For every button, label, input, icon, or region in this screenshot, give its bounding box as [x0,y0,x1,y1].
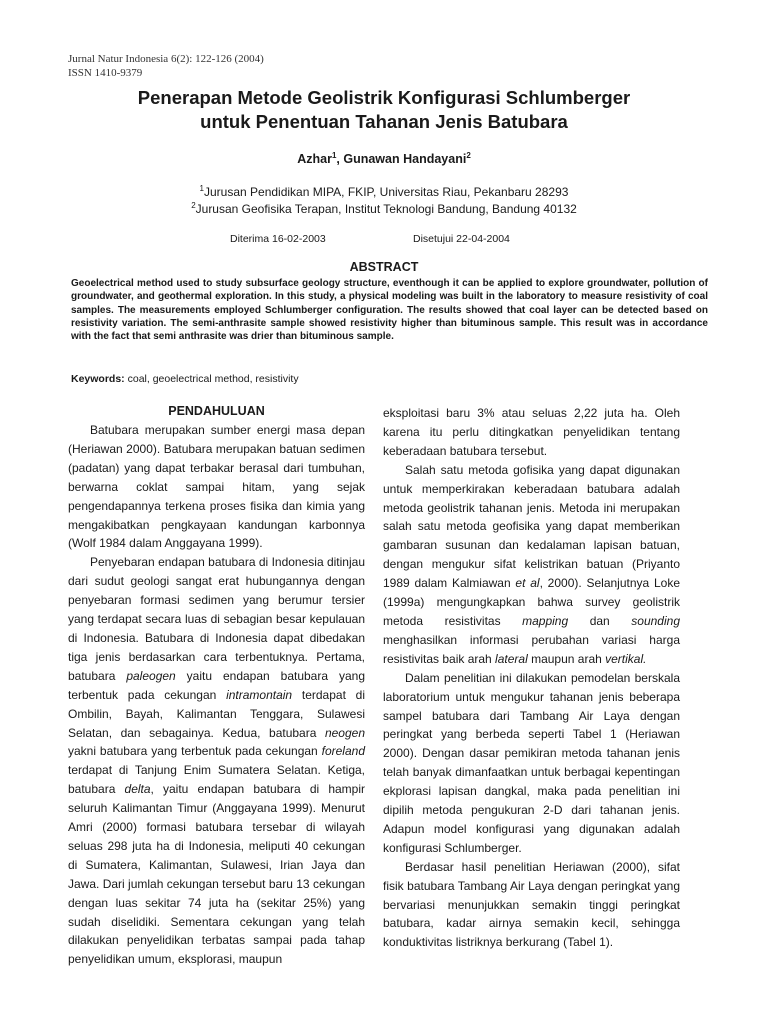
italic-term: lateral [495,651,528,666]
text-run: yaitu endapan batubara yang terbentuk pada cekungan [68,668,365,702]
affiliation-1 [0,184,768,201]
text-run: menghasilkan informasi perubahan variasi harga resistivitas baik arah [383,632,680,666]
italic-term: foreland [321,744,365,759]
keywords-label: Keywords: [71,373,125,385]
paragraph-3: eksploitasi baru 3% atau seluas 2,22 juta ha. Oleh karena itu perlu ditingkatkan penyelidikan tentang keberadaan batubara tersebut. [383,406,680,458]
received-date: Diterima 16-02-2003 [230,233,326,245]
keywords-text: coal, geoelectrical method, resistivity [124,373,299,385]
text-run: maupun arah [527,651,606,666]
paragraph-4 [383,461,680,669]
author-1-affil-mark: 1 [331,150,337,160]
text-run: yakni batubara yang terbentuk pada cekungan [68,744,322,759]
abstract-heading: ABSTRACT [349,260,419,274]
text-run: terdapat di Ombilin, Bayah, Kalimantan Tenggara, Sulawesi Selatan, dan sebagainya. Kedua, batubara [68,687,366,740]
paragraph-1: Batubara merupakan sumber energi masa depan (Heriawan 2000). Batubara merupakan batuan sedimen (padatan) yang dapat terbakar berasal dari tumbuhan, berwarna coklat sampai hitam, yang sejak pengendapannya terkena proses fisika dan kimia yang mengakibatkan pengkayaan kandungan karbonnya (Wolf 1984 dalam Anggayana 1999). [68,423,365,551]
italic-term: neogen [324,725,365,740]
keywords [71,373,299,385]
italic-term: paleogen [126,668,176,683]
paragraph-2 [68,553,365,969]
paragraph-5: Dalam penelitian ini dilakukan pemodelan berskala laboratorium untuk mengukur tahanan jenis beberapa sampel batubara dari Tambang Air Laya dengan peringkat yang berbeda seperti Tabel 1 (Heriawan 2000). Dengan dasar pemikiran metoda tahanan jenis telah banyak dimanfaatkan untuk berbagai kepentingan ekplorasi lapisan dangkal, maka pada penelitian ini dipilih metoda pengukuran 2-D dari tahanan jenis. Adapun model konfigurasi yang digunakan adalah konfigurasi Schlumberger. [383,670,680,855]
author-2-affil-mark: 2 [466,150,471,160]
journal-header [68,52,264,80]
journal-issn: ISSN 1410-9379 [68,67,143,79]
section-heading: PENDAHULUAN [168,404,265,418]
italic-term: intramontain [226,687,293,702]
text-run: terdapat di Tanjung Enim Sumatera Selatan. Ketiga, batubara [68,763,365,797]
author-separator: , [336,152,344,166]
right-column [383,404,680,952]
text-run: dan [568,613,632,628]
accepted-date: Disetujui 22-04-2004 [413,233,510,245]
affiliation-1-text: Jurusan Pendidikan MIPA, FKIP, Universitas Riau, Pekanbaru 28293 [204,185,569,199]
left-column [68,402,365,969]
author-1: Azhar [297,152,332,166]
paper-title [40,86,728,134]
abstract-text: Geoelectrical method used to study subsurface geology structure, eventhough it can be applied to explore groundwater, pollution of groundwater, and geothermal exploration. In this study, a physical modeling was built in the laboratory to measure resistivity of coal samples. The measurements employed Schlumberger configuration. The results showed that coal layer can be detected based on resistivity variation. The semi-anthrasite sample showed resistivity higher than bituminous sample. This result was in accordance with the fact that semi anthrasite was drier than bituminous sample. [71,278,708,343]
paragraph-6: Berdasar hasil penelitian Heriawan (2000), sifat fisik batubara Tambang Air Laya dengan peringkat yang bervariasi menunjukkan semakin tinggi peringkat batubara, kadar airnya semakin kecil, sehingga konduktivitas listriknya berkurang (Tabel 1). [383,859,680,950]
author-2: Gunawan Handayani [343,152,467,166]
affiliation-2 [0,201,768,218]
affiliations [0,184,768,218]
text-run: , yaitu endapan batubara di hampir seluruh Kalimantan Timur (Anggayana 1999). Menurut Amri (2000) formasi batubara tersebar di wilayah seluas 298 juta ha di Indonesia, meliputi 40 cekungan di Sumatera, Kalimantan, Sulawesi, Irian Jaya dan Jawa. Dari jumlah cekungan tersebut baru 13 cekungan dengan luas sekitar 74 juta ha (sekitar 25%) yang sudah diselidiki. Sementara cekungan yang telah dilakukan penyelidikan terbatas sampai pada tahap penyelidikan umum, eksplorasi, maupun [68,782,365,967]
affiliation-2-text: Jurusan Geofisika Terapan, Institut Teknologi Bandung, Bandung 40132 [195,202,577,216]
italic-term: vertikal. [605,651,647,666]
affiliation-2-mark: 2 [191,201,196,210]
affiliation-1-mark: 1 [199,184,204,193]
text-run: , 2000). Selanjutnya Loke (1999a) mengungkapkan bahwa survey geolistrik metoda resistivitas [383,576,680,628]
italic-term: mapping [522,613,569,628]
italic-term: sounding [631,613,680,628]
italic-term: et al [515,576,540,591]
text-run: Penyebaran endapan batubara di Indonesia ditinjau dari sudut geologi sangat erat hubungannya dengan penyebaran formasi sedimen yang berumur tersier yang terdapat secara luas di sebagian besar kepulauan di Indonesia. Batubara di Indonesia dapat dibedakan tiga jenis berdasarkan cara terbentuknya. Pertama, batubara [68,555,365,683]
journal-citation: Jurnal Natur Indonesia 6(2): 122-126 (2004) [68,53,264,65]
italic-term: delta [124,782,151,797]
author-list [0,152,768,166]
title-line-1: Penerapan Metode Geolistrik Konfigurasi Schlumberger [137,87,631,108]
text-run: Salah satu metoda gofisika yang dapat digunakan untuk memperkirakan keberadaan batubara adalah metoda geolistrik tahanan jenis. Metoda ini merupakan salah satu metoda geofisika yang dapat memberikan gambaran susunan dan kedalaman lapisan batuan, dengan mengukur sifat kelistrikan batuan (Priyanto 1989 dalam Kalmiawan [383,462,680,591]
title-line-2: untuk Penentuan Tahanan Jenis Batubara [200,111,568,132]
